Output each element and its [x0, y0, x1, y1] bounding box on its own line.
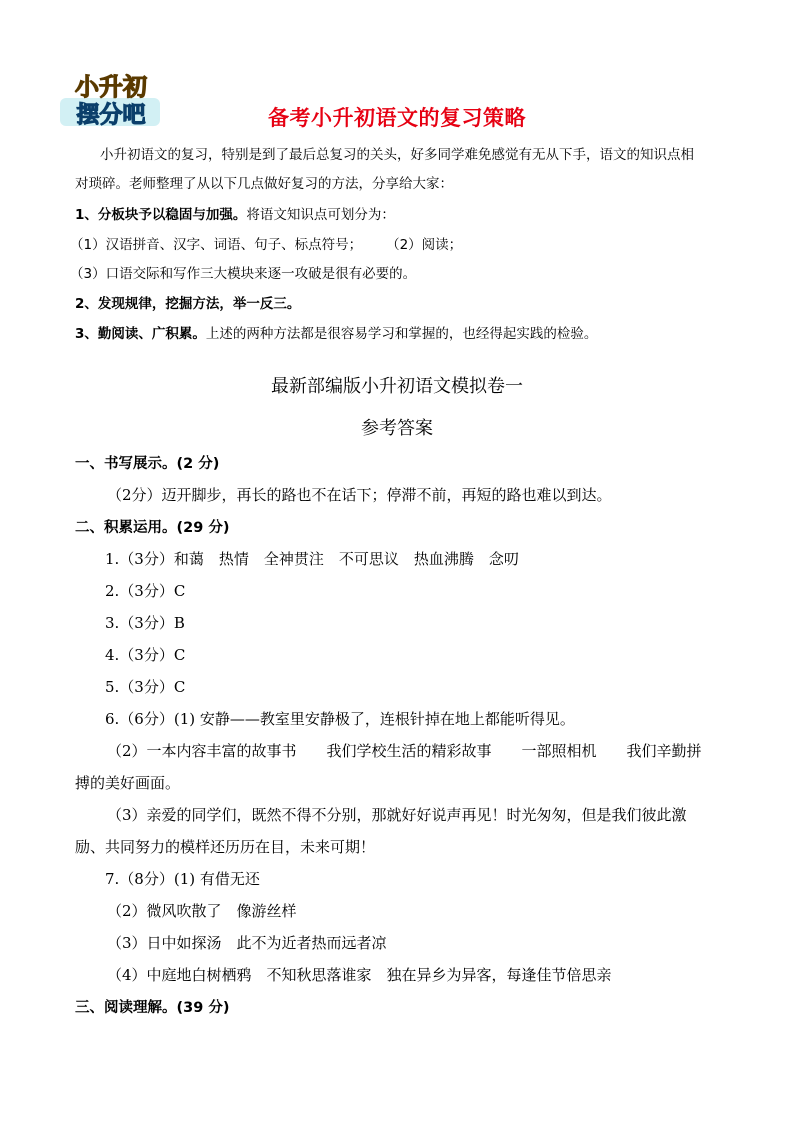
tip-1-sub1-text: （1）汉语拼音、汉字、词语、句子、标点符号；	[70, 237, 363, 253]
section-2-heading: 二、积累运用。(29 分)	[75, 520, 230, 536]
tip-1-sub2-text: （2）阅读；	[386, 237, 463, 253]
answer-q3: 3.（3分）B	[105, 614, 185, 632]
section-3-heading: 三、阅读理解。(39 分)	[75, 1000, 230, 1016]
answer-q7-part4: （4）中庭地白树栖鸦 不知秋思落谁家 独在异乡为异客，每逢佳节倍思亲	[107, 966, 612, 984]
answer-q1: 1.（3分）和蔼 热情 全神贯注 不可思议 热血沸腾 念叨	[105, 550, 519, 568]
answer-q7-part2: （2）微风吹散了 像游丝样	[107, 902, 297, 920]
answer-q2: 2.（3分）C	[105, 582, 186, 600]
tip-3-heading: 3、勤阅读、广积累。	[75, 326, 206, 342]
tip-1-text: 将语文知识点可划分为：	[246, 207, 395, 223]
answer-q6-part1: 6.（6分）(1) 安静——教室里安静极了，连根针掉在地上都能听得见。	[105, 710, 575, 728]
intro-title: 备考小升初语文的复习策略	[268, 106, 526, 130]
tip-2: 2、发现规律，挖掘方法，举一反三。	[75, 296, 301, 312]
section-1-heading: 一、书写展示。(2 分)	[75, 456, 220, 472]
answer-q6-part2-line1: （2）一本内容丰富的故事书 我们学校生活的精彩故事 一部照相机 我们辛勤拼	[107, 742, 702, 760]
section-1-answer: （2分）迈开脚步，再长的路也不在话下；停滞不前，再短的路也难以到达。	[107, 486, 612, 504]
logo-line2: 摆分吧	[76, 102, 146, 128]
tip-1-sub1	[70, 233, 462, 253]
tip-3	[75, 322, 597, 342]
intro-para-line2: 对琐碎。老师整理了从以下几点做好复习的方法，分享给大家：	[75, 176, 453, 192]
answer-q6-part3-line2: 励、共同努力的模样还历历在目，未来可期！	[75, 838, 376, 856]
tip-1-heading: 1、分板块予以稳固与加强。	[75, 207, 247, 223]
answer-q7-part1: 7.（8分）(1) 有借无还	[105, 870, 260, 888]
tip-1	[75, 203, 395, 223]
answer-q6-part2-line2: 搏的美好画面。	[75, 774, 181, 792]
intro-para-line1: 小升初语文的复习，特别是到了最后总复习的关头，好多同学难免感觉有无从下手，语文的知识点相	[100, 147, 694, 163]
answer-q4: 4.（3分）C	[105, 646, 186, 664]
tip-1-sub3: （3）口语交际和写作三大模块来逐一攻破是很有必要的。	[70, 266, 417, 282]
tip-3-text: 上述的两种方法都是很容易学习和掌握的，也经得起实践的检验。	[205, 326, 598, 342]
exam-title: 最新部编版小升初语文模拟卷一	[271, 376, 523, 397]
answer-q7-part3: （3）日中如探汤 此不为近者热而远者凉	[107, 934, 387, 952]
answer-subtitle: 参考答案	[361, 418, 433, 439]
answer-q6-part3-line1: （3）亲爱的同学们，既然不得不分别，那就好好说声再见！时光匆匆，但是我们彼此激	[107, 806, 687, 824]
answer-q5: 5.（3分）C	[105, 678, 186, 696]
logo-line1: 小升初	[75, 73, 147, 101]
